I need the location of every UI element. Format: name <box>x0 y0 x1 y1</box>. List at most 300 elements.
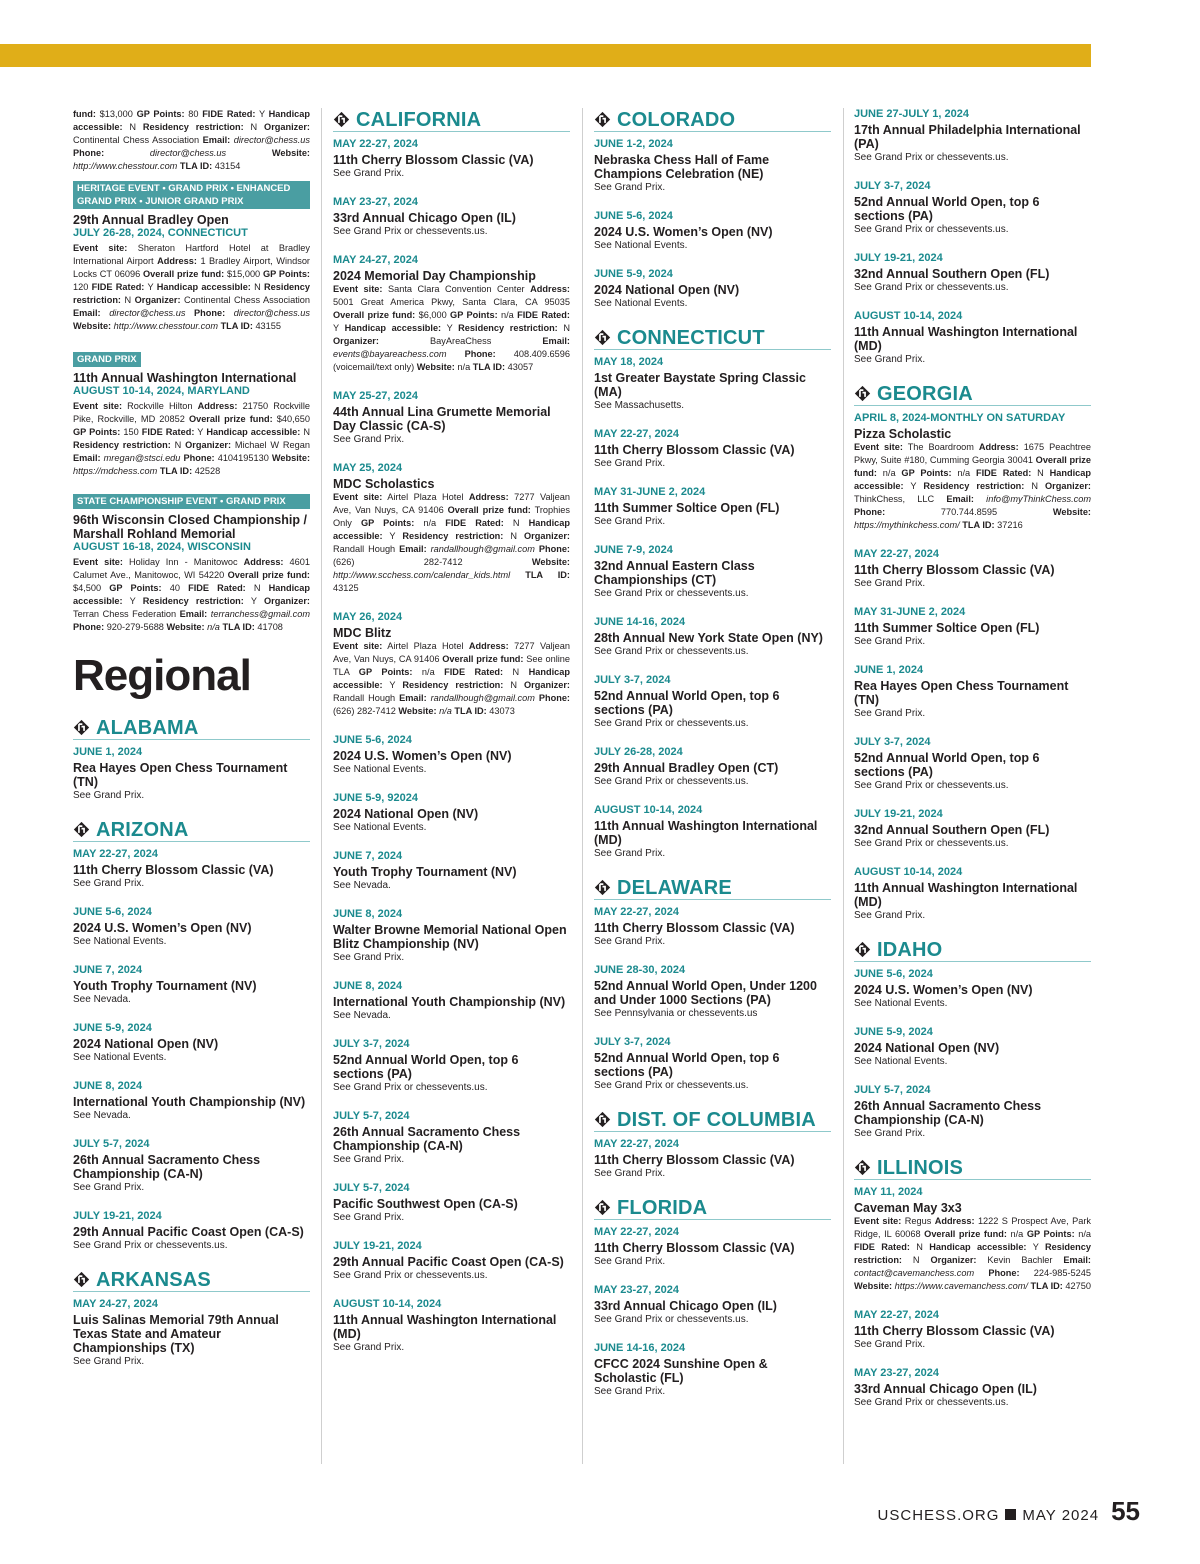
state-name: DIST. OF COLUMBIA <box>617 1108 816 1131</box>
detail-value: Rockville Hilton <box>122 401 198 411</box>
detail-key: Phone: <box>183 453 215 463</box>
event-listing <box>594 906 831 948</box>
detail-key: TLA ID: <box>222 622 255 632</box>
event-date: MAY 22-27, 2024 <box>594 906 680 918</box>
event-title: 11th Summer Soltice Open (FL) <box>854 621 1040 635</box>
detail-key: Residency restriction: <box>458 323 558 333</box>
event-date: MAY 25, 2024 <box>333 462 403 474</box>
state-marker-icon <box>854 1159 871 1176</box>
national-event <box>73 494 310 634</box>
event-details <box>854 441 1091 532</box>
detail-value: randallhough@gmail.com <box>426 693 539 703</box>
detail-key: Handicap accessible: <box>206 427 301 437</box>
event-title: International Youth Championship (NV) <box>73 1095 306 1109</box>
column-2 <box>333 108 570 1370</box>
event-title: 52nd Annual World Open, top 6 sections (PA) <box>854 195 1040 223</box>
state-heading <box>73 716 310 740</box>
event-listing <box>333 792 570 834</box>
detail-value: n/a <box>876 468 902 478</box>
event-title: 11th Cherry Blossom Classic (VA) <box>594 443 795 457</box>
detail-value: n/a <box>1006 1229 1027 1239</box>
event-date: AUGUST 10-14, 2024 <box>333 1298 442 1310</box>
event-title: 33rd Annual Chicago Open (IL) <box>594 1299 777 1313</box>
detail-value: Y <box>194 427 207 437</box>
state-heading <box>594 876 831 900</box>
event-date: MAY 18, 2024 <box>594 356 664 368</box>
detail-value: Sheraton Hartford Hotel at Bradley International Airport <box>73 243 310 266</box>
state-name: CONNECTICUT <box>617 326 765 349</box>
detail-key: Email: <box>1063 1255 1091 1265</box>
detail-value: (626) 282-7412 <box>333 706 399 716</box>
detail-key: TLA ID: <box>472 362 506 372</box>
detail-key: Overall prize fund: <box>447 505 531 515</box>
event-details <box>333 640 570 718</box>
event-date: JUNE 7, 2024 <box>333 850 403 862</box>
detail-key: Website: <box>271 148 310 158</box>
event-title: 32nd Annual Southern Open (FL) <box>854 823 1050 837</box>
detail-key: Organizer: <box>333 336 379 346</box>
regional-heading: Regional <box>73 651 251 700</box>
detail-value: 4104195130 <box>214 453 272 463</box>
detail-key: Address: <box>243 557 284 567</box>
detail-key: GP Points: <box>450 310 498 320</box>
detail-value: 42750 <box>1062 1281 1091 1291</box>
event-reference: See National Events. <box>73 1052 167 1063</box>
event-title: 44th Annual Lina Grumette Memorial Day Classic (CA-S) <box>333 405 551 433</box>
detail-key: Email: <box>73 308 101 318</box>
event-date: MAY 22-27, 2024 <box>854 548 940 560</box>
detail-key: Handicap accessible: <box>156 282 251 292</box>
detail-value: N <box>300 427 311 437</box>
event-reference: See Grand Prix or chessevents.us. <box>594 1080 749 1091</box>
event-title: 96th Wisconsin Closed Championship / Marshall Rohland Memorial <box>73 513 307 541</box>
state-name: DELAWARE <box>617 876 732 899</box>
detail-key: GP Points: <box>136 109 185 119</box>
state-name: COLORADO <box>617 108 736 131</box>
event-reference: See Grand Prix. <box>854 1128 926 1139</box>
event-listing <box>73 1138 310 1194</box>
detail-value: N <box>170 440 186 450</box>
event-date: JUNE 8, 2024 <box>73 1080 143 1092</box>
event-title: 11th Annual Washington International (MD) <box>854 881 1078 909</box>
event-date: JUNE 1, 2024 <box>73 746 143 758</box>
national-event <box>73 349 310 478</box>
event-reference: See Grand Prix or chessevents.us. <box>854 282 1009 293</box>
detail-key: Phone: <box>538 544 570 554</box>
detail-value: https://mythinkchess.com/ <box>854 520 963 530</box>
detail-value: Regus <box>901 1216 935 1226</box>
event-title: 29th Annual Bradley Open (CT) <box>594 761 779 775</box>
event-title: 52nd Annual World Open, top 6 sections (PA) <box>594 1051 780 1079</box>
event-title: 52nd Annual World Open, top 6 sections (PA) <box>333 1053 519 1081</box>
detail-key: Residency restriction: <box>73 440 171 450</box>
event-title: 29th Annual Pacific Coast Open (CA-S) <box>333 1255 564 1269</box>
detail-key: Phone: <box>854 507 886 517</box>
detail-key: Residency restriction: <box>73 282 310 305</box>
event-reference: See Grand Prix or chessevents.us. <box>854 780 1009 791</box>
detail-key: Handicap accessible: <box>333 667 570 690</box>
detail-key: Phone: <box>194 308 226 318</box>
event-title: 33rd Annual Chicago Open (IL) <box>333 211 516 225</box>
detail-key: Website: <box>73 321 112 331</box>
event-reference: See Grand Prix or chessevents.us. <box>854 224 1009 235</box>
event-date: JUNE 7, 2024 <box>73 964 143 976</box>
event-reference: See Grand Prix or chessevents.us. <box>333 1270 488 1281</box>
event-listing <box>333 254 570 374</box>
event-title: 29th Annual Bradley Open <box>73 213 229 227</box>
event-date: JUNE 14-16, 2024 <box>594 1342 686 1354</box>
event-listing <box>594 1226 831 1268</box>
event-title: 28th Annual New York State Open (NY) <box>594 631 823 645</box>
event-date: JUNE 8, 2024 <box>333 980 403 992</box>
event-listing <box>333 196 570 238</box>
event-date: MAY 22-27, 2024 <box>333 138 419 150</box>
event-date: JUNE 5-9, 2024 <box>594 268 673 280</box>
event-date: JUNE 7-9, 2024 <box>594 544 673 556</box>
detail-key: FIDE Rated: <box>141 427 195 437</box>
col1-states <box>73 716 310 1368</box>
detail-value: BayAreaChess <box>378 336 543 346</box>
event-title: Walter Browne Memorial National Open Blitz Championship (NV) <box>333 923 567 951</box>
detail-value: $13,000 <box>95 109 137 119</box>
event-title: 11th Cherry Blossom Classic (VA) <box>594 1153 795 1167</box>
state-marker-icon <box>854 385 871 402</box>
event-title: Pizza Scholastic <box>854 427 952 441</box>
event-reference: See National Events. <box>854 998 948 1009</box>
event-listing <box>333 1240 570 1282</box>
detail-value: 770.744.8595 <box>885 507 1053 517</box>
header-bar <box>0 44 1091 67</box>
event-date: JUNE 5-9, 2024 <box>73 1022 152 1034</box>
detail-key: Organizer: <box>524 531 570 541</box>
event-reference: See National Events. <box>854 1056 948 1067</box>
event-date: MAY 26, 2024 <box>333 611 403 623</box>
event-date: JULY 5-7, 2024 <box>333 1182 410 1194</box>
detail-key: Handicap accessible: <box>344 323 442 333</box>
event-details <box>333 491 570 595</box>
event-date: JULY 5-7, 2024 <box>73 1138 150 1150</box>
event-reference: See Grand Prix. <box>333 1342 405 1353</box>
detail-value: N <box>1024 481 1046 491</box>
event-date: AUGUST 10-14, 2024 <box>854 866 963 878</box>
detail-key: Organizer: <box>1045 481 1091 491</box>
event-title: CFCC 2024 Sunshine Open & Scholastic (FL) <box>594 1357 768 1385</box>
detail-value: N <box>245 583 269 593</box>
event-reference: See Grand Prix. <box>594 936 666 947</box>
detail-value: 1222 S Prospect Ave, Park Ridge, IL 60068 <box>854 1216 1091 1239</box>
event-reference: See Grand Prix. <box>73 1182 145 1193</box>
detail-key: Residency restriction: <box>923 481 1025 491</box>
detail-value: 21750 Rockville Pike, Rockville, MD 20852 <box>73 401 310 424</box>
detail-value: Terran Chess Federation <box>73 609 180 619</box>
event-listing <box>333 980 570 1022</box>
detail-key: Residency restriction: <box>854 1242 1091 1265</box>
event-date: JULY 19-21, 2024 <box>854 252 943 264</box>
event-date: MAY 22-27, 2024 <box>594 428 680 440</box>
detail-key: FIDE Rated: <box>854 1242 910 1252</box>
detail-key: TLA ID: <box>159 466 193 476</box>
state-name: GEORGIA <box>877 382 973 405</box>
state-name: ARKANSAS <box>96 1268 211 1291</box>
event-reference: See Grand Prix or chessevents.us. <box>854 1397 1009 1408</box>
detail-key: Email: <box>542 336 570 346</box>
event-title: Pacific Southwest Open (CA-S) <box>333 1197 518 1211</box>
event-listing <box>594 1036 831 1092</box>
event-reference: See Grand Prix. <box>854 578 926 589</box>
event-date: AUGUST 10-14, 2024 <box>854 310 963 322</box>
event-date: MAY 24-27, 2024 <box>333 254 419 266</box>
event-listing <box>594 428 831 470</box>
detail-key: GP Points: <box>262 269 310 279</box>
event-date: JULY 3-7, 2024 <box>594 1036 671 1048</box>
column-3 <box>594 108 831 1414</box>
detail-key: Website: <box>398 706 437 716</box>
event-title: Rea Hayes Open Chess Tournament (TN) <box>854 679 1069 707</box>
event-reference: See Grand Prix. <box>594 516 666 527</box>
detail-value: N <box>250 282 265 292</box>
event-date: MAY 11, 2024 <box>854 1186 923 1198</box>
detail-value: Y <box>255 109 269 119</box>
detail-value: $40,650 <box>272 414 310 424</box>
state-marker-icon <box>594 1199 611 1216</box>
detail-value: N <box>503 667 529 677</box>
detail-key: Residency restriction: <box>142 122 244 132</box>
event-title: 17th Annual Philadelphia International (PA) <box>854 123 1081 151</box>
event-listing <box>333 611 570 718</box>
event-date: JUNE 5-9, 2024 <box>854 1026 933 1038</box>
event-listing <box>333 462 570 595</box>
detail-key: Overall prize fund: <box>333 310 416 320</box>
detail-value: 43125 <box>333 583 359 593</box>
detail-value: Y <box>243 596 265 606</box>
detail-key: Address: <box>468 492 509 502</box>
event-reference: See Nevada. <box>73 1110 131 1121</box>
event-listing <box>854 1186 1091 1293</box>
event-listing <box>73 964 310 1006</box>
event-listing <box>854 548 1091 590</box>
event-listing <box>73 1022 310 1064</box>
event-listing <box>333 908 570 964</box>
state-name: FLORIDA <box>617 1196 708 1219</box>
detail-value: 80 <box>184 109 203 119</box>
event-date: JUNE 28-30, 2024 <box>594 964 686 976</box>
detail-key: Phone: <box>73 622 105 632</box>
detail-key: Event site: <box>854 1216 902 1226</box>
detail-key: Overall prize fund: <box>442 654 524 664</box>
event-date: AUGUST 10-14, 2024 <box>594 804 703 816</box>
event-title: 2024 Memorial Day Championship <box>333 269 536 283</box>
detail-key: Address: <box>530 284 570 294</box>
detail-key: fund: <box>73 109 96 119</box>
event-title: 11th Annual Washington International (MD) <box>594 819 818 847</box>
state-heading <box>594 326 831 350</box>
detail-value: See online TLA <box>333 654 570 677</box>
state-heading <box>854 1156 1091 1180</box>
column-divider <box>582 108 583 1464</box>
state-heading <box>594 1196 831 1220</box>
state-name: ALABAMA <box>96 716 199 739</box>
event-date: JULY 19-21, 2024 <box>854 808 943 820</box>
detail-value: 7277 Valjean Ave, Van Nuys, CA 91406 <box>333 492 570 515</box>
event-listing <box>333 1182 570 1224</box>
event-listing <box>73 1298 310 1368</box>
detail-value: https://mdchess.com <box>73 466 160 476</box>
detail-value: terranchess@gmail.com <box>207 609 310 619</box>
detail-key: GP Points: <box>109 583 162 593</box>
detail-value: 43154 <box>212 161 241 171</box>
detail-value: n/a <box>414 518 446 528</box>
event-title: 1st Greater Baystate Spring Classic (MA) <box>594 371 806 399</box>
event-details <box>854 1215 1091 1293</box>
column-divider <box>843 108 844 1464</box>
event-listing <box>333 138 570 180</box>
event-listing <box>333 1038 570 1094</box>
detail-key: Phone: <box>73 148 105 158</box>
detail-key: GP Points: <box>1026 1229 1075 1239</box>
event-reference: See National Events. <box>73 936 167 947</box>
event-title: 11th Cherry Blossom Classic (VA) <box>73 863 274 877</box>
event-reference: See Grand Prix. <box>594 458 666 469</box>
event-listing <box>594 964 831 1020</box>
event-date: MAY 22-27, 2024 <box>73 848 159 860</box>
event-date: MAY 31-JUNE 2, 2024 <box>594 486 706 498</box>
detail-key: Address: <box>934 1216 975 1226</box>
detail-key: TLA ID: <box>525 570 570 580</box>
event-date: JULY 19-21, 2024 <box>333 1240 422 1252</box>
detail-key: Overall prize fund: <box>188 414 273 424</box>
event-title: 2024 U.S. Women’s Open (NV) <box>854 983 1033 997</box>
event-date: JUNE 5-6, 2024 <box>73 906 152 918</box>
event-reference: See Grand Prix or chessevents.us. <box>333 1082 488 1093</box>
event-title: 2024 U.S. Women’s Open (NV) <box>333 749 512 763</box>
event-listing <box>854 180 1091 236</box>
state-marker-icon <box>594 1111 611 1128</box>
detail-value: Y <box>1026 1242 1046 1252</box>
state-marker-icon <box>594 329 611 346</box>
square-icon <box>1005 1509 1016 1520</box>
detail-value: n/a <box>436 706 455 716</box>
event-listing <box>73 906 310 948</box>
event-reference: See Grand Prix. <box>333 434 405 445</box>
detail-key: Email: <box>399 693 427 703</box>
state-heading <box>333 108 570 132</box>
event-date: JULY 3-7, 2024 <box>594 674 671 686</box>
event-title: 11th Cherry Blossom Classic (VA) <box>333 153 534 167</box>
detail-value: 43073 <box>486 706 515 716</box>
detail-value: Trophies Only <box>333 505 570 528</box>
event-title: Luis Salinas Memorial 79th Annual Texas State and Amateur Championships (TX) <box>73 1313 279 1355</box>
event-title: 33rd Annual Chicago Open (IL) <box>854 1382 1037 1396</box>
event-date: MAY 22-27, 2024 <box>594 1226 680 1238</box>
event-reference: See Grand Prix or chessevents.us. <box>594 1314 749 1325</box>
event-listing <box>594 1342 831 1398</box>
detail-key: FIDE Rated: <box>202 109 256 119</box>
state-heading <box>73 818 310 842</box>
detail-key: TLA ID: <box>220 321 253 331</box>
detail-value: N <box>1031 468 1050 478</box>
event-title: 2024 National Open (NV) <box>73 1037 219 1051</box>
detail-key: Organizer: <box>264 122 310 132</box>
event-details <box>73 400 310 478</box>
detail-key: FIDE Rated: <box>975 468 1032 478</box>
event-date: JUNE 14-16, 2024 <box>594 616 686 628</box>
detail-key: Event site: <box>854 442 903 452</box>
event-reference: See Grand Prix. <box>333 1154 405 1165</box>
detail-value: ThinkChess, LLC <box>854 494 947 504</box>
event-details <box>73 556 310 634</box>
detail-key: Website: <box>271 453 311 463</box>
event-date: JUNE 1, 2024 <box>854 664 924 676</box>
detail-key: FIDE Rated: <box>445 518 504 528</box>
detail-value: Airtel Plaza Hotel <box>382 641 469 651</box>
event-title: 11th Annual Washington International (MD) <box>854 325 1078 353</box>
national-events <box>73 181 310 634</box>
event-listing <box>594 1138 831 1180</box>
detail-key: Website: <box>166 622 205 632</box>
event-reference: See Grand Prix or chessevents.us. <box>594 718 749 729</box>
detail-value: info@myThinkChess.com <box>973 494 1091 504</box>
event-reference: See Grand Prix. <box>854 910 926 921</box>
national-event <box>73 181 310 333</box>
page-footer <box>878 1496 1140 1527</box>
detail-key: Organizer: <box>524 680 570 690</box>
detail-value: 1 Bradley Airport, Windsor Locks CT 06096 <box>73 256 310 279</box>
event-listing <box>594 804 831 860</box>
column-divider <box>321 108 322 1464</box>
event-title: 2024 National Open (NV) <box>854 1041 1000 1055</box>
event-date: JULY 3-7, 2024 <box>854 180 931 192</box>
detail-key: Email: <box>202 135 231 145</box>
event-title: 26th Annual Sacramento Chess Championship (CA-N) <box>73 1153 261 1181</box>
detail-value: $4,500 <box>73 583 110 593</box>
event-date: JUNE 1-2, 2024 <box>594 138 673 150</box>
detail-value: n/a <box>1074 1229 1092 1239</box>
event-date: MAY 25-27, 2024 <box>333 390 419 402</box>
event-date: JULY 5-7, 2024 <box>333 1110 410 1122</box>
state-marker-icon <box>333 111 350 128</box>
detail-key: Event site: <box>73 401 123 411</box>
event-title: 11th Cherry Blossom Classic (VA) <box>594 1241 795 1255</box>
event-reference: See Grand Prix. <box>854 708 926 719</box>
detail-value: n/a <box>412 667 445 677</box>
event-listing <box>594 544 831 600</box>
event-date: MAY 23-27, 2024 <box>333 196 419 208</box>
detail-key: Overall prize fund: <box>227 570 310 580</box>
detail-value: 224-985-5245 <box>1019 1268 1091 1278</box>
col4-lead-events <box>854 108 1091 366</box>
detail-key: Phone: <box>988 1268 1020 1278</box>
event-title: 2024 National Open (NV) <box>594 283 740 297</box>
detail-key: FIDE Rated: <box>517 310 570 320</box>
event-reference: See Grand Prix or chessevents.us. <box>594 776 749 787</box>
detail-key: Email: <box>946 494 974 504</box>
event-reference: See Grand Prix. <box>854 1339 926 1350</box>
detail-key: Organizer: <box>930 1255 977 1265</box>
event-title: 11th Cherry Blossom Classic (VA) <box>854 1324 1055 1338</box>
event-listing <box>73 848 310 890</box>
event-listing <box>854 606 1091 648</box>
event-listing <box>854 1026 1091 1068</box>
event-badge: HERITAGE EVENT • GRAND PRIX • ENHANCED GRAND PRIX • JUNIOR GRAND PRIX <box>73 181 310 209</box>
event-reference: See Grand Prix or chessevents.us. <box>854 152 1009 163</box>
detail-value: http://www.chesstour.com <box>111 321 221 331</box>
state-heading <box>73 1268 310 1292</box>
detail-key: Email: <box>399 544 427 554</box>
event-listing <box>333 1298 570 1354</box>
detail-key: Event site: <box>333 284 383 294</box>
event-listing <box>854 664 1091 720</box>
event-reference: See Grand Prix. <box>594 848 666 859</box>
